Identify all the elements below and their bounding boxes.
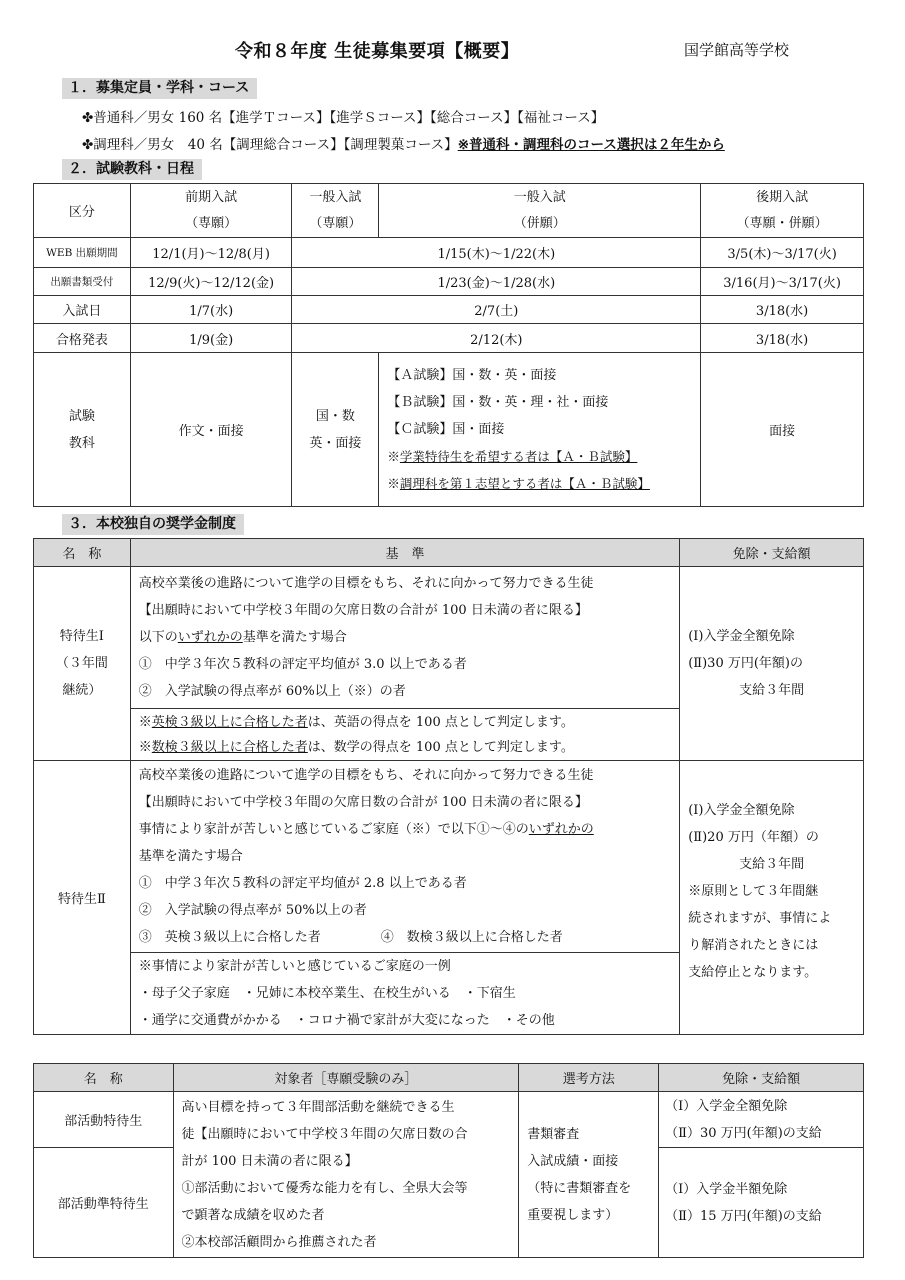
club-scholarship-table xyxy=(33,1063,864,1258)
schedule-row xyxy=(34,324,864,353)
row-label: WEB 出願期間 xyxy=(34,238,131,268)
scholarship-header-row xyxy=(34,539,864,567)
header-method: 選考方法 xyxy=(519,1064,659,1092)
t1-name: 特待生Ⅰ （３年間 継続） xyxy=(34,567,131,761)
t1-notes: ※英検３級以上に合格した者は、英語の得点を 100 点として判定します。 ※数検３級以上に合格した者は、数学の得点を 100 点として判定します。 xyxy=(130,709,679,761)
t1-criteria: 高校卒業後の進路について進学の目標をもち、それに向かって努力できる生徒 【出願時において中学校３年間の欠席日数の合計が 100 日未満の者に限る】 以下のいずれかの基準を満たす場合 ① 中学３年次５教科の評定平均値が 3.0 以上である者 ② 入学試験の得点率が 60%以上（※）の者 xyxy=(130,567,679,709)
t2-amount: (Ⅰ)入学金全額免除 (Ⅱ)20 万円（年額）の 支給３年間 ※原則として３年間継 続されますが、事情によ り解消されたときには 支給停止となります。 xyxy=(680,761,864,1035)
schedule-table xyxy=(33,183,864,507)
row-label: 試験 教科 xyxy=(34,353,131,507)
scholarship-table xyxy=(33,538,864,1035)
section-2-heading: ２．試験教科・日程 xyxy=(62,159,202,180)
club-semi-scholar-name: 部活動準特待生 xyxy=(34,1148,174,1258)
cell-late: 3/18(水) xyxy=(701,324,864,353)
course-line-cooking-main: ✤調理科／男女 40 名【調理総合コース】【調理製菓コース】 xyxy=(82,137,458,153)
cell-general-exclusive-subjects: 国・数 英・面接 xyxy=(292,353,379,507)
cell-early-subjects: 作文・面接 xyxy=(130,353,292,507)
schedule-row xyxy=(34,296,864,324)
row-label: 入試日 xyxy=(34,296,131,324)
header-general-combined: 一般入試 （併願） xyxy=(379,184,701,238)
cell-early: 1/7(水) xyxy=(130,296,292,324)
school-name: 国学館高等学校 xyxy=(684,41,790,59)
club-method: 書類審査 入試成績・面接 （特に書類審査を 重要視します） xyxy=(519,1092,659,1258)
header-early: 前期入試 （専願） xyxy=(130,184,292,238)
club-target: 高い目標を持って３年間部活動を継続できる生 徒【出願時において中学校３年間の欠席日数の合 計が 100 日未満の者に限る】 ①部活動において優秀な能力を有し、全県大会等 で顕著な成績を収めた者 ②本校部活顧問から推薦された者 xyxy=(173,1092,519,1258)
note-cooking-first-choice: 調理科を第１志望とする者は【Ａ・Ｂ試験】 xyxy=(399,476,650,491)
cell-early: 12/9(火)～12/12(金) xyxy=(130,268,292,296)
cell-general: 2/7(土) xyxy=(292,296,701,324)
subjects-row xyxy=(34,353,864,507)
cell-early: 12/1(月)～12/8(月) xyxy=(130,238,292,268)
header-late: 後期入試 （専願・併願） xyxy=(701,184,864,238)
section-1-heading: １．募集定員・学科・コース xyxy=(62,78,257,99)
cell-late: 3/16(月)～3/17(火) xyxy=(701,268,864,296)
cell-general: 1/15(木)～1/22(木) xyxy=(292,238,701,268)
cell-general: 2/12(木) xyxy=(292,324,701,353)
course-line-general: ✤普通科／男女 160 名【進学Ｔコース】【進学Ｓコース】【総合コース】【福祉コース】 xyxy=(82,110,605,126)
cell-general: 1/23(金)～1/28(水) xyxy=(292,268,701,296)
schedule-header-row xyxy=(34,184,864,238)
header-criteria: 基 準 xyxy=(130,539,679,567)
header-amount: 免除・支給額 xyxy=(680,539,864,567)
header-name: 名 称 xyxy=(34,539,131,567)
t2-notes: ※事情により家計が苦しいと感じているご家庭の一例 ・母子父子家庭 ・兄姉に本校卒業生、在校生がいる ・下宿生 ・通学に交通費がかかる ・コロナ禍で家計が大変になった ・その他 xyxy=(130,953,679,1035)
row-label: 合格発表 xyxy=(34,324,131,353)
club-row-1 xyxy=(34,1092,864,1148)
club-header-row xyxy=(34,1064,864,1092)
header-amount: 免除・支給額 xyxy=(659,1064,864,1092)
header-name: 名 称 xyxy=(34,1064,174,1092)
note-academic-scholar: 学業特待生を希望する者は【Ａ・Ｂ試験】 xyxy=(399,449,638,464)
t2-name: 特待生Ⅱ xyxy=(34,761,131,1035)
cell-late-subjects: 面接 xyxy=(701,353,864,507)
row-label: 出願書類受付 xyxy=(34,268,131,296)
header-general-exclusive: 一般入試 （専願） xyxy=(292,184,379,238)
schedule-row xyxy=(34,238,864,268)
schedule-row xyxy=(34,268,864,296)
header-target: 対象者［専願受験のみ］ xyxy=(173,1064,519,1092)
course-line-cooking xyxy=(82,133,725,153)
cell-general-combined-subjects: 【Ａ試験】国・数・英・面接 【Ｂ試験】国・数・英・理・社・面接 【Ｃ試験】国・面接 ※学業特待生を希望する者は【Ａ・Ｂ試験】 ※調理科を第１志望とする者は【Ａ・Ｂ試験】 xyxy=(379,353,701,507)
course-selection-note: ※普通科・調理科のコース選択は２年生から xyxy=(457,137,725,153)
cell-late: 3/5(木)～3/17(火) xyxy=(701,238,864,268)
cell-early: 1/9(金) xyxy=(130,324,292,353)
scholarship-row-t2 xyxy=(34,761,864,953)
club-semi-scholar-amount: （Ⅰ）入学金半額免除 （Ⅱ）15 万円(年額)の支給 xyxy=(659,1148,864,1258)
t2-criteria: 高校卒業後の進路について進学の目標をもち、それに向かって努力できる生徒 【出願時において中学校３年間の欠席日数の合計が 100 日未満の者に限る】 事情により家計が苦しいと感じているご家庭（※）で以下①～④のいずれかの 基準を満たす場合 ① 中学３年次５教科の評定平均値が 2.8 以上である者 ② 入学試験の得点率が 50%以上の者 ③ 英検３級以上に合格した者 ④ 数検３級以上に合格した者 xyxy=(130,761,679,953)
t1-amount: (Ⅰ)入学金全額免除 (Ⅱ)30 万円(年額)の 支給３年間 xyxy=(680,567,864,761)
club-scholar-name: 部活動特待生 xyxy=(34,1092,174,1148)
scholarship-row-t1 xyxy=(34,567,864,709)
header-category: 区分 xyxy=(34,184,131,238)
section-3-heading: ３．本校独自の奨学金制度 xyxy=(62,514,244,535)
page-title: 令和８年度 生徒募集要項【概要】 xyxy=(235,41,520,62)
club-scholar-amount: （Ⅰ）入学金全額免除 （Ⅱ）30 万円(年額)の支給 xyxy=(659,1092,864,1148)
cell-late: 3/18(水) xyxy=(701,296,864,324)
